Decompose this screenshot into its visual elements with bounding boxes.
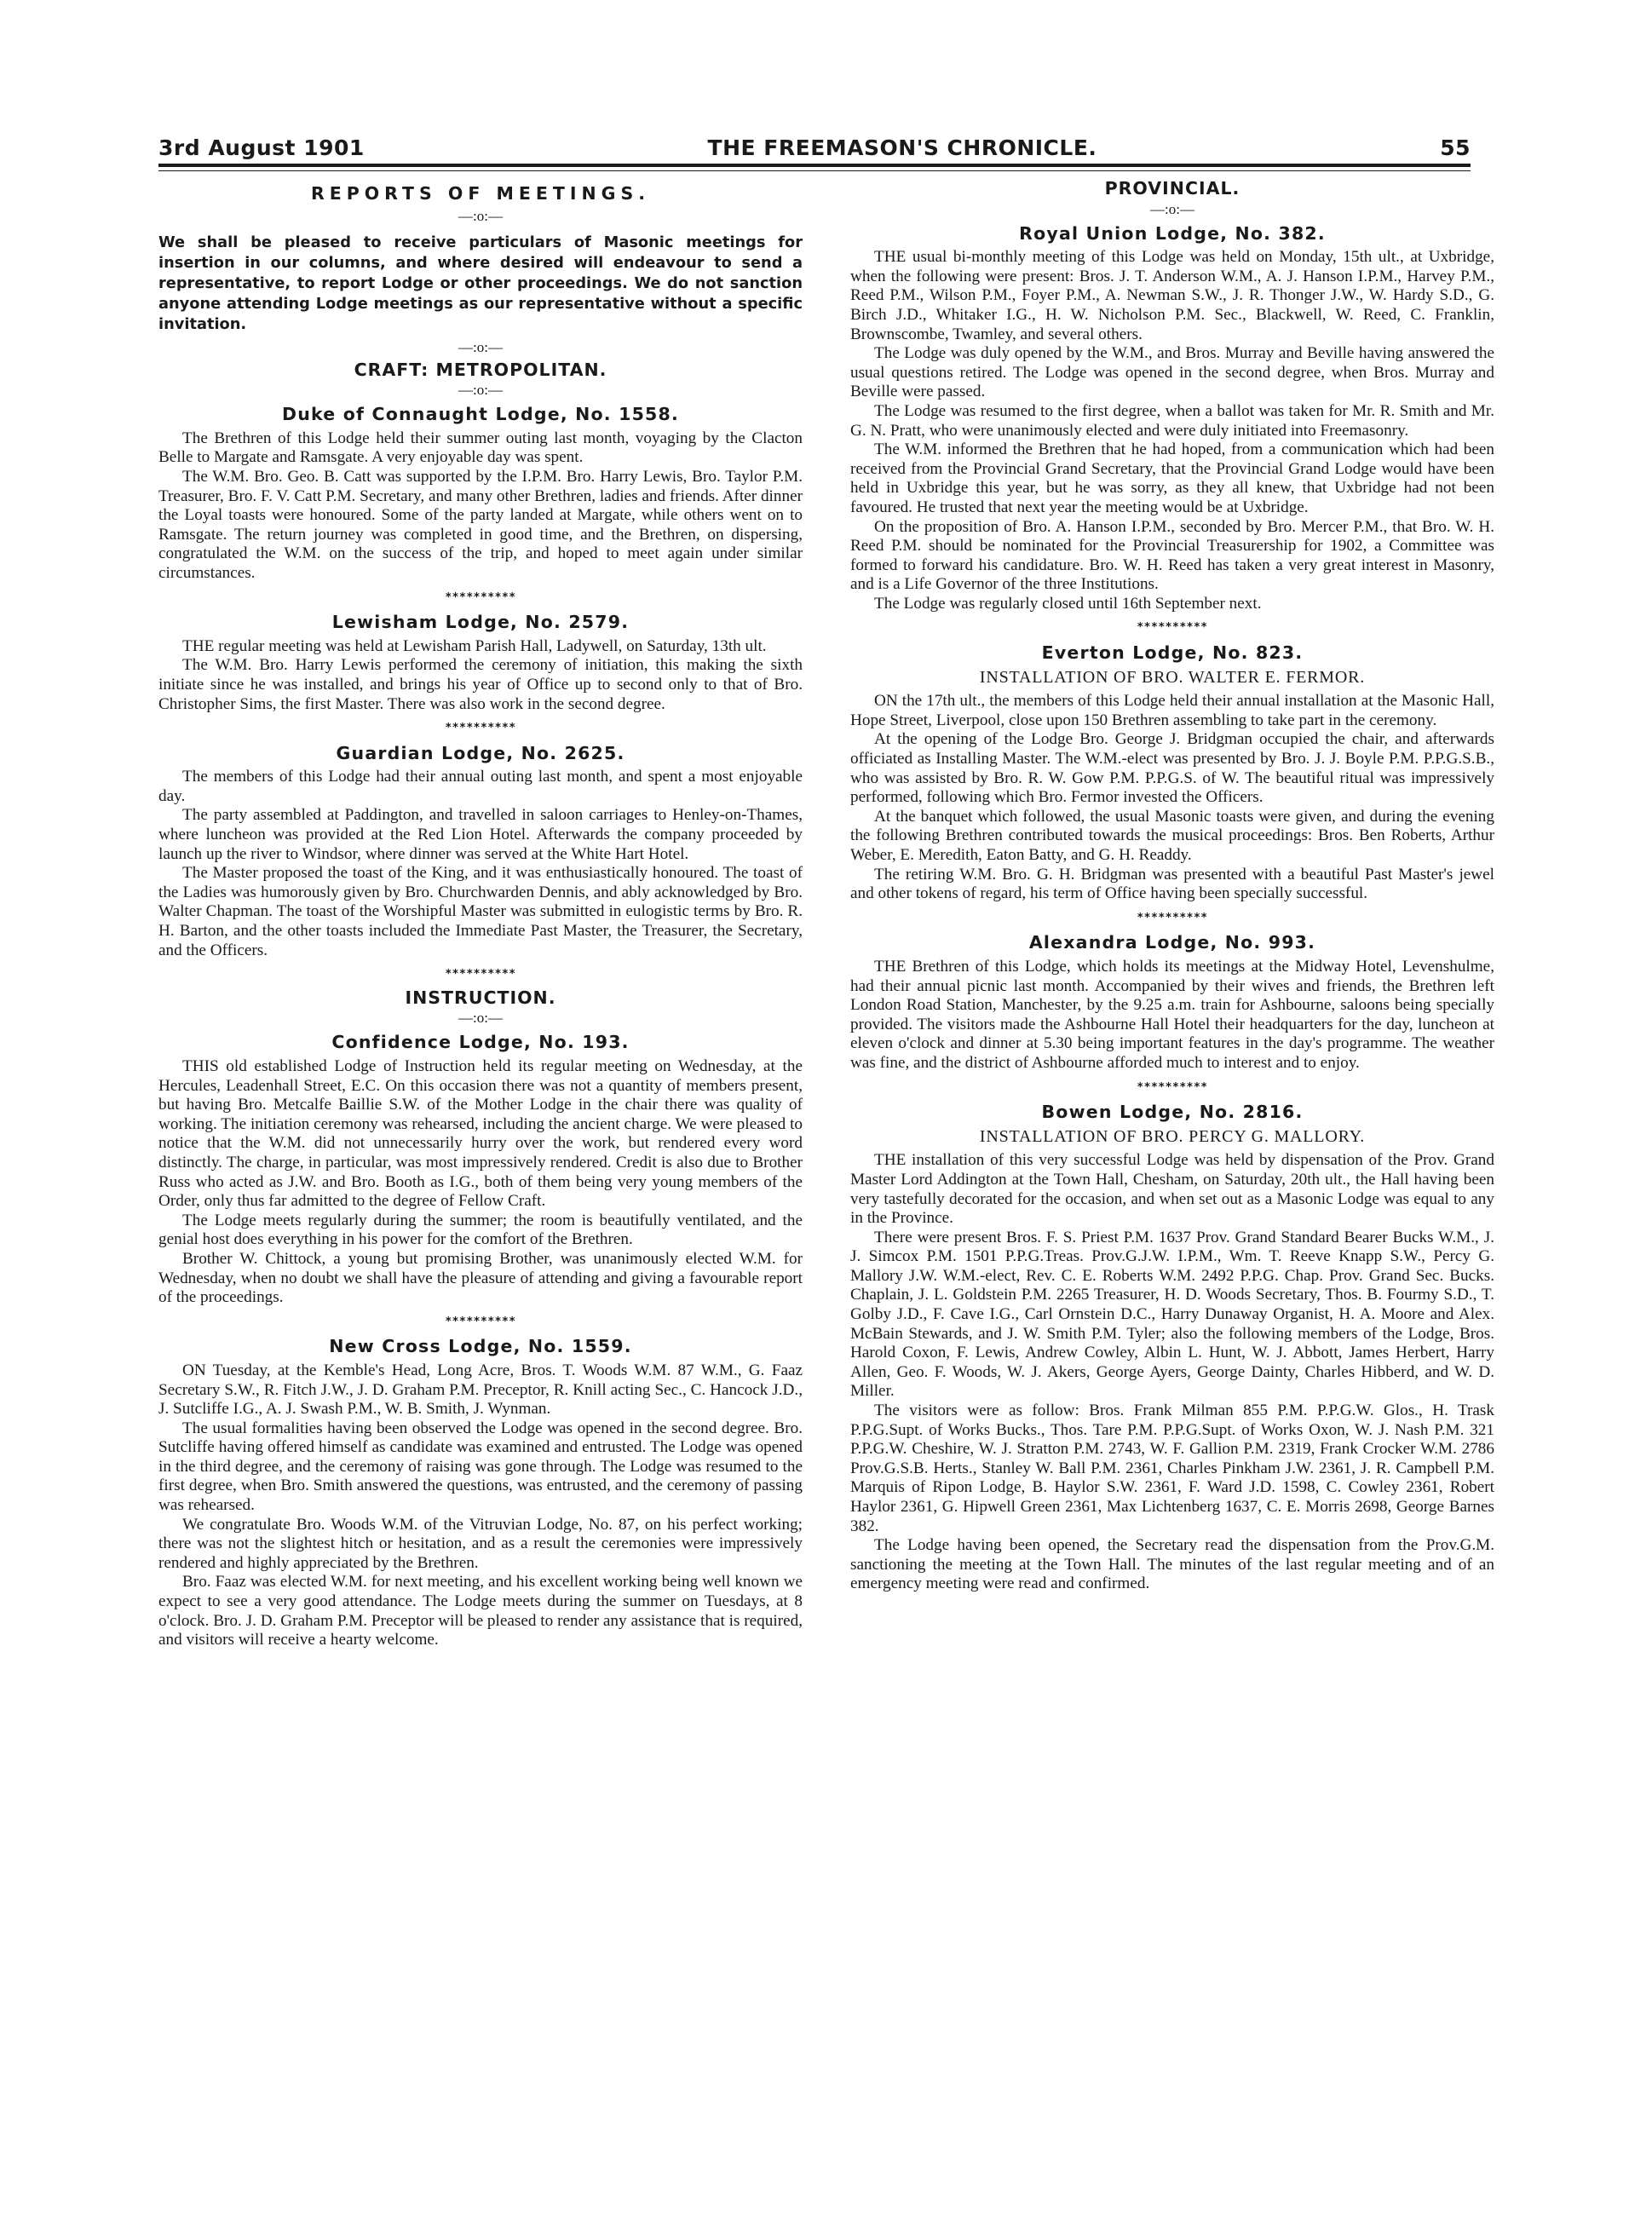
- paragraph: The visitors were as follow: Bros. Frank Milman 855 P.M. P.P.G.W. Glos., H. Trask P.P.G.Supt. of Works Bucks., Thos. Tare P.M. P.P.G.Supt. of Works Oxon, W. J. Nash P.M. 321 P.P.G.W. Cheshire, W. J. Stratton P.M. 2743, W. F. Gallion P.M. 2319, Frank Crocker W.M. 2786 Prov.G.S.B. Herts., Stanley W. Ball P.M. 2361, Charles Pinkham J.W. 2361, J. R. Campbell P.M. Marquis of Ripon Lodge, B. Haylor S.W. 2361, F. Ward J.D. 1598, C. Cowley 2361, Robert Haylor 2361, G. Hipwell Green 2361, Max Lichtenberg 1637, C. E. Morris 2698, George Barnes 382.: [850, 1402, 1494, 1535]
- asterisk-separator: **********: [1137, 621, 1208, 635]
- paragraph: At the banquet which followed, the usual Masonic toasts were given, and during the evening the following Brethren contributed towards the musical proceedings: Bros. Ben Roberts, Arthur Weber, E. Meredith, Eaton Batty, and G. H. Readdy.: [850, 807, 1494, 864]
- paragraph: The W.M. informed the Brethren that he had hoped, from a communication which had been received from the Provincial Grand Secretary, that the Provincial Grand Lodge would have been held in Uxbridge this year, but he was sorry, as they all knew, that Uxbridge had not been favoured. He trusted that next year the meeting would be at Uxbridge.: [850, 440, 1494, 516]
- paragraph: ON the 17th ult., the members of this Lodge held their annual installation at the Masonic Hall, Hope Street, Liverpool, close upon 150 Brethren assembling to take part in the ceremony.: [850, 692, 1494, 729]
- article-confidence: [158, 1033, 803, 1307]
- article-royal-union: [850, 224, 1494, 614]
- lodge-title: Everton Lodge, No. 823.: [1041, 642, 1304, 664]
- paragraph: The Lodge having been opened, the Secretary read the dispensation from the Prov.G.M. sanctioning the meeting at the Town Hall. The minutes of the last regular meeting and of an emergency meeting were read and confirmed.: [850, 1536, 1494, 1593]
- paragraph: THE usual bi-monthly meeting of this Lodge was held on Monday, 15th ult., at Uxbridge, when the following were present: Bros. J. T. Anderson W.M., A. J. Hanson I.P.M., Harvey P.M., Reed P.M., Wilson P.M., Foyer P.M., A. Newman S.W., J. R. Thonger J.W., W. Hardy S.D., G. Birch J.D., Whitaker I.G., H. W. Nicholson P.M. Sec., Blackwell, W. Reed, C. Franklin, Brownscombe, Twamley, and several others.: [850, 248, 1494, 343]
- publication-title: THE FREEMASON'S CHRONICLE.: [707, 135, 1097, 160]
- installation-subtitle: INSTALLATION OF BRO. PERCY G. MALLORY.: [979, 1126, 1366, 1146]
- article-everton: [850, 643, 1494, 904]
- paragraph: The Lodge was duly opened by the W.M., and Bros. Murray and Beville having answered the usual questions retired. The Lodge was opened in the second degree, when Bros. Murray and Beville were passed.: [850, 344, 1494, 401]
- paragraph: Bro. Faaz was elected W.M. for next meeting, and his excellent working being well known we expect to see a very good attendance. The Lodge meets during the summer on Tuesdays, at 8 o'clock. Bro. J. D. Graham P.M. Preceptor will be pleased to render any assistance that is required, and visitors will receive a hearty welcome.: [158, 1573, 803, 1649]
- installation-subtitle: INSTALLATION OF BRO. WALTER E. FERMOR.: [979, 667, 1366, 687]
- paragraph: The Lodge was resumed to the first degree, when a ballot was taken for Mr. R. Smith and Mr. G. N. Pratt, who were unanimously elected and were duly initiated into Freemasonry.: [850, 401, 1494, 440]
- paragraph: The retiring W.M. Bro. G. H. Bridgman was presented with a beautiful Past Master's jewel and other tokens of regard, his term of Office having been specially successful.: [850, 865, 1494, 903]
- paragraph: Brother W. Chittock, a young but promising Brother, was unanimously elected W.M. for Wednesday, when no doubt we shall have the pleasure of attending and giving a favourable report of the proceedings.: [158, 1249, 803, 1307]
- ornament-divider: —:o:—: [458, 382, 503, 399]
- lodge-title: Lewisham Lodge, No. 2579.: [331, 612, 630, 633]
- instruction-heading: INSTRUCTION.: [405, 987, 556, 1008]
- lodge-title: Royal Union Lodge, No. 382.: [1019, 222, 1326, 244]
- ornament-divider: —:o:—: [458, 207, 503, 224]
- lodge-title: Confidence Lodge, No. 193.: [331, 1032, 630, 1053]
- paragraph: The Master proposed the toast of the King, and it was enthusiastically honoured. The toast of the Ladies was humorously given by Bro. Churchwarden Dennis, and ably acknowledged by Bro. Walter Chapman. The toast of the Worshipful Master was submitted in eulogistic terms by Bro. R. H. Barton, and the other toasts included the Immediate Past Master, the Treasurer, the Secretary, and the Officers.: [158, 864, 803, 959]
- paragraph: On the proposition of Bro. A. Hanson I.P.M., seconded by Bro. Mercer P.M., that Bro. W. H. Reed P.M. should be nominated for the Provincial Treasurership for 1902, a Committee was formed to forward his candidature. Bro. W. H. Reed has taken a very great interest in Masonry, and is a Life Governor of the three Institutions.: [850, 517, 1494, 594]
- asterisk-separator: **********: [445, 722, 516, 735]
- masthead: [158, 126, 1471, 160]
- left-column: [158, 182, 803, 2202]
- article-guardian: [158, 744, 803, 961]
- craft-metropolitan-heading: CRAFT: METROPOLITAN.: [354, 359, 607, 380]
- lodge-title: Guardian Lodge, No. 2625.: [336, 742, 625, 763]
- paragraph: The usual formalities having been observed the Lodge was opened in the second degree. Bro. Sutcliffe having offered himself as candidate was examined and entrusted. The Lodge was opened in the third degree, and the ceremony of raising was gone through. The Lodge was resumed to the first degree, when Bro. Smith answered the questions, was entrusted, and the ceremony of passing was rehearsed.: [158, 1419, 803, 1515]
- lodge-title: Duke of Connaught Lodge, No. 1558.: [282, 404, 679, 425]
- paragraph: The Lodge was regularly closed until 16th September next.: [874, 594, 1262, 613]
- lodge-title: Alexandra Lodge, No. 993.: [1028, 932, 1316, 953]
- paragraph: The members of this Lodge had their annual outing last month, and spent a most enjoyable day.: [158, 768, 803, 805]
- issue-date: 3rd August 1901: [158, 135, 365, 160]
- paragraph: THE installation of this very successful Lodge was held by dispensation of the Prov. Grand Master Lord Addington at the Town Hall, Chesham, on Saturday, 20th ult., the Hall having been very tastefully decorated for the occasion, and when set out as a Masonic Lodge was equal to any in the Province.: [850, 1151, 1494, 1228]
- ornament-divider: —:o:—: [458, 338, 503, 355]
- paragraph: At the opening of the Lodge Bro. George J. Bridgman occupied the chair, and afterwards officiated as Installing Master. The W.M.-elect was presented by Bro. J. J. Boyle P.M. P.P.G.S.B., who was assisted by Bro. R. W. Gow P.M. P.P.G.S. of W. The beautiful ritual was impressively performed, following which Bro. Fermor invested the Officers.: [850, 730, 1494, 807]
- paragraph: ON Tuesday, at the Kemble's Head, Long Acre, Bros. T. Woods W.M. 87 W.M., G. Faaz Secretary S.W., R. Fitch J.W., J. D. Graham P.M. Preceptor, R. Knill acting Sec., C. Hancock J.D., J. Sutcliffe I.G., A. J. Swash P.M., W. B. Smith, J. Wynman.: [158, 1361, 803, 1419]
- paragraph: The W.M. Bro. Geo. B. Catt was supported by the I.P.M. Bro. Harry Lewis, Bro. Taylor P.M. Treasurer, Bro. F. V. Catt P.M. Secretary, and many other Brethren, ladies and friends. After dinner the Loyal toasts were honoured. Some of the party landed at Margate, while others went on to Ramsgate. The return journey was completed in good time, and the Brethren, on dispersing, congratulated the W.M. on the success of the trip, and hoped to meet again under similar circumstances.: [158, 467, 803, 582]
- lodge-title: New Cross Lodge, No. 1559.: [329, 1336, 632, 1357]
- paragraph: THE Brethren of this Lodge, which holds its meetings at the Midway Hotel, Levenshulme, had their annual picnic last month. Accompanied by their wives and friends, the Brethren left London Road Station, Manchester, by the 9.25 a.m. train for Ashbourne, saloons being specially provided. The visitors made the Ashbourne Hall Hotel their headquarters for the day, luncheon at eleven o'clock and dinner at 5.30 being important features in the day's programme. The weather was fine, and the district of Ashbourne afforded much to interest and to enjoy.: [850, 957, 1494, 1072]
- asterisk-separator: **********: [445, 968, 516, 981]
- paragraph: The Lodge meets regularly during the summer; the room is beautifully ventilated, and the genial host does everything in his power for the comfort of the Brethren.: [158, 1211, 803, 1249]
- paragraph: THE regular meeting was held at Lewisham Parish Hall, Ladywell, on Saturday, 13th ult.: [182, 636, 767, 655]
- article-new-cross: [158, 1337, 803, 1650]
- asterisk-separator: **********: [445, 1315, 516, 1328]
- paragraph: THIS old established Lodge of Instruction held its regular meeting on Wednesday, at the Hercules, Leadenhall Street, E.C. On this occasion there was not a quantity of members present, but having Bro. Metcalfe Baillie S.W. of the Mother Lodge in the chair there was quality of working. The initiation ceremony was rehearsed, including the ancient charge. We were pleased to notice that the W.M. did not unnecessarily hurry over the work, but rendered every word distinctly. The charge, in particular, was most impressively rendered. Credit is also due to Brother Russ who acted as J.W. and Bro. Booth as I.G., both of them being very young members of the Order, only thus far admitted to the degree of Fellow Craft.: [158, 1057, 803, 1211]
- asterisk-separator: **********: [1137, 1080, 1208, 1094]
- asterisk-separator: **********: [445, 590, 516, 604]
- ornament-divider: —:o:—: [458, 1010, 503, 1027]
- article-lewisham: [158, 613, 803, 714]
- ornament-divider: —:o:—: [1150, 200, 1194, 217]
- article-alexandra: [850, 933, 1494, 1073]
- reports-heading: REPORTS OF MEETINGS.: [310, 183, 651, 204]
- article-bowen: [850, 1102, 1494, 1594]
- masthead-rule-thin: [158, 170, 1471, 171]
- editorial-notice: We shall be pleased to receive particulars of Masonic meetings for insertion in our columns, and where desired will endeavour to send a representative, to report Lodge or other proceedings. We do not sanction anyone attending Lodge meetings as our representative without a specific invitation.: [158, 233, 803, 333]
- lodge-title: Bowen Lodge, No. 2816.: [1041, 1102, 1304, 1123]
- masthead-rule-thick: [158, 164, 1471, 167]
- asterisk-separator: **********: [1137, 911, 1208, 924]
- paragraph: There were present Bros. F. S. Priest P.M. 1637 Prov. Grand Standard Bearer Bucks W.M., J. J. Simcox P.M. 1501 P.P.G.Treas. Prov.G.J.W. I.P.M., Wm. T. Reeve Knapp S.W., Percy G. Mallory J.W. W.M.-elect, Rev. C. E. Roberts W.M. 2492 P.P.G. Chap. Prov. Grand Sec. Bucks. Chaplain, J. L. Goldstein P.M. 2265 Treasurer, H. D. Woods Secretary, Thos. B. Fourmy S.D., T. Golby J.D., F. Cave I.G., Carl Ornstein D.C., Harry Dunaway Organist, H. A. Moore and Alex. McBain Stewards, and J. W. Smith P.M. Tyler; also the following members of the Lodge, Bros. Harold Coxon, F. Lewis, Andrew Cowley, Albin L. Hunt, W. J. Abbott, James Herbert, Harry Allen, Geo. F. Woods, W. J. Akers, George Ayers, George Dainty, Charles Hibberd, and W. D. Miller.: [850, 1228, 1494, 1401]
- paragraph: The party assembled at Paddington, and travelled in saloon carriages to Henley-on-Thames, where luncheon was provided at the Red Lion Hotel. Afterwards the company proceeded by launch up the river to Windsor, where dinner was served at the White Hart Hotel.: [158, 806, 803, 863]
- right-column: [850, 176, 1494, 2195]
- paragraph: We congratulate Bro. Woods W.M. of the Vitruvian Lodge, No. 87, on his perfect working; there was not the slightest hitch or hesitation, and as a result the ceremonies were impressively rendered and highly appreciated by the Brethren.: [158, 1515, 803, 1572]
- provincial-heading: PROVINCIAL.: [1104, 178, 1240, 199]
- article-duke-of-connaught: [158, 405, 803, 583]
- page-number: 55: [1440, 135, 1471, 160]
- paragraph: The W.M. Bro. Harry Lewis performed the ceremony of initiation, this making the sixth initiate since he was installed, and brings his year of Office up to second only to that of Bro. Christopher Sims, the first Master. There was also work in the second degree.: [158, 656, 803, 713]
- paragraph: The Brethren of this Lodge held their summer outing last month, voyaging by the Clacton Belle to Margate and Ramsgate. A very enjoyable day was spent.: [158, 429, 803, 467]
